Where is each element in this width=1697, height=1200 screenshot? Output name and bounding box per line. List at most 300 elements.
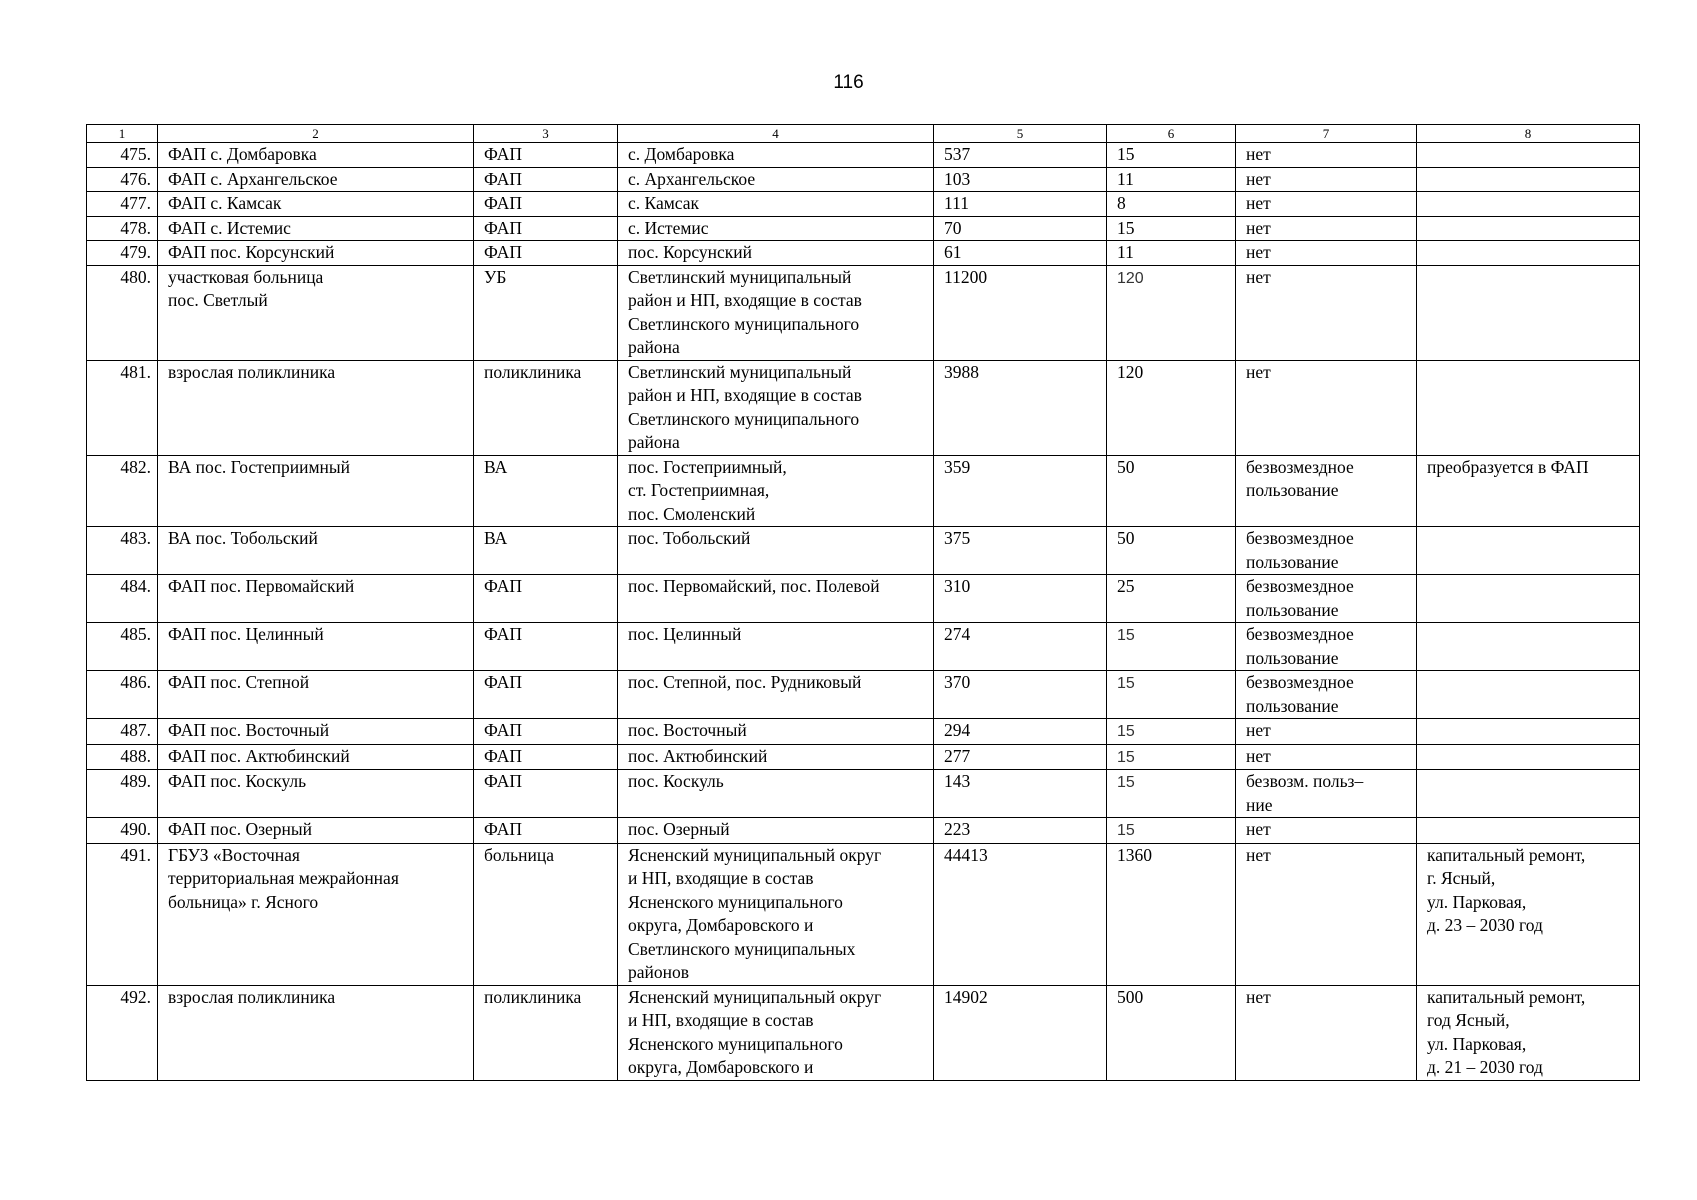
ownership-cell-line: безвозмездное (1246, 528, 1354, 548)
row-number-cell-text: 481. (120, 361, 151, 382)
visits-cell (1107, 985, 1236, 1080)
header-col-3: 3 (474, 125, 618, 143)
population-cell-text: 11200 (944, 266, 988, 287)
visits-cell-text: 15 (1117, 748, 1135, 766)
service-area-cell-line: округа, Домбаровского и (628, 1057, 814, 1077)
facility-name-cell-line: ФАП пос. Коскуль (168, 771, 307, 791)
table-row (87, 818, 1640, 844)
visits-cell (1107, 671, 1236, 719)
service-area-cell (618, 527, 934, 575)
population-cell (934, 770, 1107, 818)
ownership-cell-line: нет (1246, 193, 1271, 213)
facility-type-cell (474, 167, 618, 192)
table-row (87, 671, 1640, 719)
ownership-cell (1236, 143, 1417, 168)
population-cell (934, 241, 1107, 266)
ownership-cell (1236, 527, 1417, 575)
service-area-cell-line: пос. Гостеприимный, (628, 456, 787, 477)
table-row (87, 575, 1640, 623)
service-area-cell (618, 719, 934, 745)
ownership-cell-line: нет (1246, 986, 1271, 1007)
facility-name-cell-line: территориальная межрайонная (168, 868, 399, 888)
population-cell-text: 3988 (944, 361, 979, 382)
visits-cell-text: 120 (1117, 269, 1144, 287)
service-area-cell-line: Светлинский муниципальный (628, 361, 852, 382)
table-row (87, 623, 1640, 671)
ownership-cell-line: нет (1246, 361, 1271, 382)
table-row (87, 770, 1640, 818)
service-area-cell (618, 241, 934, 266)
facility-type-cell-text: ФАП (484, 745, 522, 766)
facility-name-cell-line: ВА пос. Гостеприимный (168, 456, 351, 477)
service-area-cell (618, 167, 934, 192)
ownership-cell (1236, 455, 1417, 527)
facility-name-cell-line: больница» г. Ясного (168, 891, 319, 912)
ownership-cell-line: безвозмездное (1246, 576, 1354, 596)
service-area-cell-line: район и НП, входящие в состав (628, 290, 862, 310)
service-area-cell-line: Ясненский муниципальный округ (628, 986, 882, 1007)
facility-name-cell (158, 241, 474, 266)
visits-cell-text: 50 (1117, 528, 1135, 548)
facility-name-cell-line: ФАП пос. Степной (168, 672, 310, 692)
row-number-cell-text: 490. (120, 819, 151, 839)
facility-type-cell (474, 744, 618, 770)
row-number-cell (87, 143, 158, 168)
facility-type-cell (474, 455, 618, 527)
row-number-cell-text: 484. (120, 576, 151, 596)
facility-type-cell-text: ФАП (484, 672, 522, 692)
header-col-8: 8 (1417, 125, 1640, 143)
service-area-cell-line: пос. Степной, пос. Рудниковый (628, 672, 862, 692)
visits-cell (1107, 360, 1236, 455)
note-cell-line: ул. Парковая, (1427, 891, 1527, 912)
visits-cell (1107, 143, 1236, 168)
service-area-cell-line: округа, Домбаровского и (628, 915, 814, 935)
facility-name-cell-line: ФАП с. Домбаровка (168, 144, 317, 164)
service-area-cell-line: района (628, 337, 680, 357)
facility-name-cell-line: ГБУЗ «Восточная (168, 844, 300, 865)
population-cell (934, 671, 1107, 719)
facility-name-cell (158, 143, 474, 168)
visits-cell (1107, 719, 1236, 745)
population-cell-text: 111 (944, 193, 969, 213)
service-area-cell-line: пос. Актюбинский (628, 745, 768, 766)
population-cell (934, 744, 1107, 770)
row-number-cell (87, 985, 158, 1080)
visits-cell (1107, 818, 1236, 844)
row-number-cell-text: 488. (120, 745, 151, 766)
row-number-cell-text: 492. (120, 986, 151, 1007)
population-cell-text: 61 (944, 242, 962, 262)
facility-name-cell (158, 744, 474, 770)
facility-name-cell (158, 843, 474, 985)
facility-name-cell-line: взрослая поликлиника (168, 986, 336, 1007)
facility-type-cell-text: ФАП (484, 242, 522, 262)
population-cell-text: 310 (944, 576, 971, 596)
facility-type-cell (474, 671, 618, 719)
population-cell (934, 575, 1107, 623)
table-header-row (87, 125, 1640, 143)
facility-type-cell (474, 770, 618, 818)
note-cell (1417, 143, 1640, 168)
facility-name-cell (158, 770, 474, 818)
note-cell-line: капитальный ремонт, (1427, 844, 1586, 865)
population-cell-text: 103 (944, 168, 971, 189)
note-cell-line: капитальный ремонт, (1427, 986, 1586, 1007)
population-cell (934, 623, 1107, 671)
ownership-cell-line: пользование (1246, 551, 1339, 572)
facility-name-cell-line: участковая больница (168, 266, 324, 287)
row-number-cell-text: 479. (120, 242, 151, 262)
visits-cell (1107, 843, 1236, 985)
facility-type-cell (474, 527, 618, 575)
ownership-cell-line: безвозмездное (1246, 456, 1354, 477)
population-cell-text: 277 (944, 745, 971, 766)
visits-cell-text: 500 (1117, 986, 1144, 1007)
note-cell (1417, 360, 1640, 455)
row-number-cell (87, 527, 158, 575)
service-area-cell (618, 671, 934, 719)
visits-cell (1107, 623, 1236, 671)
note-cell-line: д. 21 – 2030 год (1427, 1057, 1543, 1077)
facility-type-cell-text: больница (484, 844, 554, 865)
service-area-cell-line: пос. Коскуль (628, 771, 724, 791)
visits-cell-text: 15 (1117, 723, 1135, 740)
service-area-cell (618, 843, 934, 985)
row-number-cell (87, 241, 158, 266)
visits-cell (1107, 527, 1236, 575)
visits-cell-text: 15 (1117, 822, 1135, 839)
row-number-cell-text: 478. (120, 217, 151, 238)
facility-name-cell (158, 527, 474, 575)
row-number-cell (87, 744, 158, 770)
row-number-cell (87, 818, 158, 844)
ownership-cell (1236, 575, 1417, 623)
facility-type-cell-text: ФАП (484, 771, 522, 791)
header-col-4: 4 (618, 125, 934, 143)
service-area-cell (618, 192, 934, 217)
population-cell-text: 370 (944, 672, 971, 692)
visits-cell (1107, 265, 1236, 360)
table-row (87, 527, 1640, 575)
visits-cell-text: 25 (1117, 576, 1135, 596)
ownership-cell-line: нет (1246, 720, 1271, 740)
facility-type-cell-text: поликлиника (484, 986, 582, 1007)
service-area-cell (618, 623, 934, 671)
service-area-cell-line: Ясненского муниципального (628, 1033, 843, 1054)
table-row (87, 985, 1640, 1080)
ownership-cell (1236, 843, 1417, 985)
note-cell (1417, 843, 1640, 985)
facility-type-cell-text: УБ (484, 266, 507, 287)
facility-name-cell (158, 623, 474, 671)
facility-type-cell-text: ВА (484, 528, 508, 548)
service-area-cell (618, 143, 934, 168)
facility-type-cell-text: ФАП (484, 168, 522, 189)
population-cell (934, 527, 1107, 575)
ownership-cell-line: пользование (1246, 647, 1339, 668)
service-area-cell-line: пос. Смоленский (628, 503, 756, 524)
header-col-6: 6 (1107, 125, 1236, 143)
service-area-cell-line: с. Камсак (628, 193, 700, 213)
facility-type-cell-text: ФАП (484, 193, 522, 213)
note-cell (1417, 671, 1640, 719)
facility-name-cell-line: ФАП пос. Восточный (168, 720, 330, 740)
visits-cell (1107, 770, 1236, 818)
ownership-cell (1236, 241, 1417, 266)
service-area-cell-line: и НП, входящие в состав (628, 868, 814, 888)
note-cell (1417, 241, 1640, 266)
service-area-cell-line: пос. Тобольский (628, 528, 751, 548)
facility-type-cell-text: ФАП (484, 624, 522, 644)
header-col-2: 2 (158, 125, 474, 143)
service-area-cell-line: пос. Первомайский, пос. Полевой (628, 576, 880, 596)
population-cell (934, 818, 1107, 844)
row-number-cell (87, 623, 158, 671)
row-number-cell-text: 480. (120, 266, 151, 287)
population-cell-text: 359 (944, 456, 971, 477)
note-cell (1417, 623, 1640, 671)
header-col-5: 5 (934, 125, 1107, 143)
facility-name-cell-line: ФАП пос. Целинный (168, 624, 324, 644)
facility-type-cell-text: ВА (484, 456, 508, 477)
row-number-cell-text: 486. (120, 672, 151, 692)
visits-cell (1107, 744, 1236, 770)
service-area-cell-line: ст. Гостеприимная, (628, 480, 770, 500)
table-row (87, 192, 1640, 217)
population-cell-text: 375 (944, 528, 971, 548)
facility-name-cell (158, 216, 474, 241)
note-cell (1417, 770, 1640, 818)
facility-type-cell (474, 818, 618, 844)
row-number-cell-text: 475. (120, 144, 151, 164)
visits-cell-text: 15 (1117, 774, 1135, 791)
facility-type-cell (474, 360, 618, 455)
service-area-cell-line: район и НП, входящие в состав (628, 385, 862, 405)
facility-type-cell-text: ФАП (484, 576, 522, 596)
facility-type-cell-text: ФАП (484, 144, 522, 164)
service-area-cell-line: Ясненского муниципального (628, 891, 843, 912)
facility-name-cell-line: ФАП с. Архангельское (168, 168, 338, 189)
table-row (87, 744, 1640, 770)
ownership-cell-line: нет (1246, 819, 1271, 839)
row-number-cell-text: 491. (120, 844, 151, 865)
facility-name-cell-line: пос. Светлый (168, 290, 268, 310)
visits-cell (1107, 241, 1236, 266)
service-area-cell (618, 216, 934, 241)
facility-type-cell-text: поликлиника (484, 361, 582, 382)
facility-type-cell (474, 241, 618, 266)
population-cell-text: 537 (944, 144, 971, 164)
service-area-cell-line: Светлинского муниципального (628, 313, 860, 334)
population-cell (934, 167, 1107, 192)
facility-name-cell (158, 265, 474, 360)
ownership-cell (1236, 360, 1417, 455)
facility-type-cell (474, 575, 618, 623)
facility-name-cell-line: ВА пос. Тобольский (168, 528, 318, 548)
facility-type-cell (474, 265, 618, 360)
population-cell-text: 223 (944, 819, 971, 839)
facility-type-cell-text: ФАП (484, 720, 522, 740)
ownership-cell-line: безвозмездное (1246, 624, 1354, 644)
row-number-cell (87, 575, 158, 623)
row-number-cell (87, 167, 158, 192)
header-col-1: 1 (87, 125, 158, 143)
visits-cell-text: 50 (1117, 456, 1135, 477)
visits-cell-text: 15 (1117, 627, 1135, 644)
population-cell (934, 985, 1107, 1080)
visits-cell-text: 11 (1117, 168, 1134, 189)
facility-name-cell-line: ФАП пос. Озерный (168, 819, 312, 839)
note-cell (1417, 575, 1640, 623)
table-row (87, 843, 1640, 985)
service-area-cell-line: района (628, 432, 680, 452)
ownership-cell (1236, 985, 1417, 1080)
ownership-cell (1236, 192, 1417, 217)
population-cell (934, 360, 1107, 455)
population-cell-text: 14902 (944, 986, 988, 1007)
ownership-cell-line: безвозмездное (1246, 672, 1354, 692)
note-cell-line: ул. Парковая, (1427, 1033, 1527, 1054)
note-cell-line: г. Ясный, (1427, 868, 1496, 888)
note-cell (1417, 167, 1640, 192)
facility-name-cell-line: ФАП пос. Корсунский (168, 242, 335, 262)
visits-cell-text: 15 (1117, 217, 1135, 238)
population-cell (934, 843, 1107, 985)
service-area-cell (618, 455, 934, 527)
row-number-cell (87, 843, 158, 985)
service-area-cell-line: пос. Восточный (628, 720, 747, 740)
population-cell-text: 70 (944, 217, 962, 238)
registry-table (86, 124, 1640, 1081)
population-cell (934, 192, 1107, 217)
population-cell (934, 216, 1107, 241)
facility-type-cell (474, 143, 618, 168)
service-area-cell-line: Светлинского муниципального (628, 408, 860, 429)
table-row (87, 360, 1640, 455)
service-area-cell (618, 360, 934, 455)
note-cell (1417, 216, 1640, 241)
table-row (87, 241, 1640, 266)
table-row (87, 455, 1640, 527)
visits-cell-text: 15 (1117, 144, 1135, 164)
visits-cell (1107, 216, 1236, 241)
ownership-cell-line: пользование (1246, 695, 1339, 716)
table-row (87, 143, 1640, 168)
ownership-cell (1236, 265, 1417, 360)
service-area-cell-line: пос. Корсунский (628, 242, 753, 262)
note-cell (1417, 985, 1640, 1080)
note-cell (1417, 818, 1640, 844)
service-area-cell-line: Ясненский муниципальный округ (628, 844, 882, 865)
facility-type-cell (474, 192, 618, 217)
facility-name-cell-line: ФАП с. Истемис (168, 217, 291, 238)
facility-name-cell-line: ФАП пос. Актюбинский (168, 745, 350, 766)
ownership-cell (1236, 167, 1417, 192)
ownership-cell (1236, 623, 1417, 671)
population-cell-text: 44413 (944, 844, 988, 865)
facility-type-cell-text: ФАП (484, 819, 522, 839)
ownership-cell-line: нет (1246, 266, 1271, 287)
note-cell-line: год Ясный, (1427, 1010, 1510, 1030)
ownership-cell-line: нет (1246, 242, 1271, 262)
ownership-cell-line: ние (1246, 794, 1273, 815)
population-cell-text: 294 (944, 720, 971, 740)
row-number-cell (87, 719, 158, 745)
service-area-cell (618, 744, 934, 770)
ownership-cell-line: нет (1246, 745, 1271, 766)
service-area-cell-line: Светлинский муниципальный (628, 266, 852, 287)
row-number-cell (87, 265, 158, 360)
visits-cell (1107, 575, 1236, 623)
note-cell (1417, 455, 1640, 527)
row-number-cell-text: 483. (120, 528, 151, 548)
visits-cell-text: 15 (1117, 675, 1135, 692)
population-cell (934, 455, 1107, 527)
facility-name-cell-line: ФАП пос. Первомайский (168, 576, 355, 596)
ownership-cell-line: нет (1246, 144, 1271, 164)
row-number-cell (87, 671, 158, 719)
note-cell-line: преобразуется в ФАП (1427, 456, 1589, 477)
ownership-cell (1236, 719, 1417, 745)
population-cell (934, 265, 1107, 360)
facility-name-cell (158, 985, 474, 1080)
facility-name-cell-line: ФАП с. Камсак (168, 193, 282, 213)
ownership-cell-line: безвозм. польз– (1246, 771, 1364, 791)
service-area-cell-line: пос. Озерный (628, 819, 730, 839)
table-row (87, 167, 1640, 192)
facility-type-cell (474, 985, 618, 1080)
visits-cell-text: 8 (1117, 193, 1126, 213)
row-number-cell (87, 360, 158, 455)
service-area-cell-line: с. Истемис (628, 217, 709, 238)
facility-name-cell (158, 818, 474, 844)
row-number-cell (87, 216, 158, 241)
table-row (87, 265, 1640, 360)
row-number-cell-text: 477. (120, 193, 151, 213)
row-number-cell-text: 476. (120, 168, 151, 189)
facility-type-cell (474, 623, 618, 671)
row-number-cell (87, 770, 158, 818)
ownership-cell-line: нет (1246, 844, 1271, 865)
note-cell (1417, 192, 1640, 217)
ownership-cell (1236, 818, 1417, 844)
row-number-cell (87, 455, 158, 527)
table-row (87, 216, 1640, 241)
facility-name-cell (158, 575, 474, 623)
facility-name-cell (158, 719, 474, 745)
note-cell (1417, 719, 1640, 745)
row-number-cell (87, 192, 158, 217)
ownership-cell (1236, 770, 1417, 818)
population-cell-text: 274 (944, 624, 971, 644)
facility-type-cell-text: ФАП (484, 217, 522, 238)
ownership-cell-line: пользование (1246, 599, 1339, 620)
table-row (87, 719, 1640, 745)
service-area-cell-line: Светлинского муниципальных (628, 938, 856, 959)
facility-name-cell-line: взрослая поликлиника (168, 361, 336, 382)
service-area-cell-line: районов (628, 962, 690, 982)
visits-cell-text: 120 (1117, 361, 1144, 382)
population-cell (934, 143, 1107, 168)
facility-name-cell (158, 167, 474, 192)
facility-name-cell (158, 671, 474, 719)
page-number: 116 (833, 72, 864, 93)
row-number-cell-text: 487. (120, 720, 151, 740)
note-cell (1417, 527, 1640, 575)
ownership-cell (1236, 744, 1417, 770)
ownership-cell-line: нет (1246, 168, 1271, 189)
